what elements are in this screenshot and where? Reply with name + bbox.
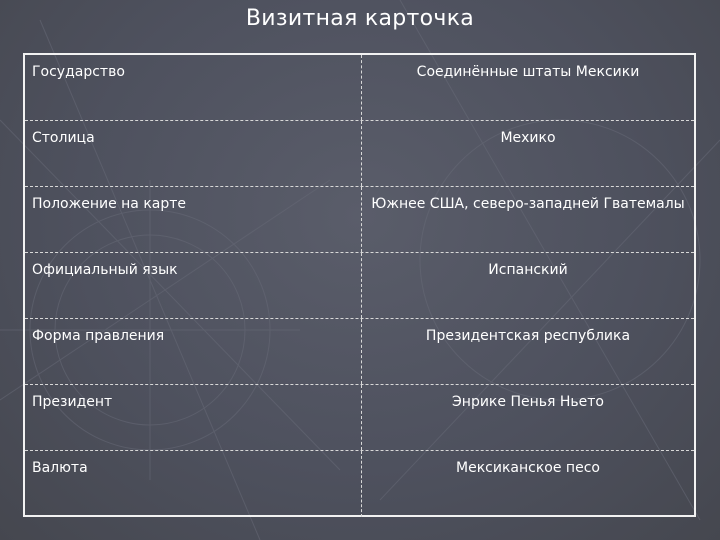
row-value: Мексиканское песо [456, 460, 600, 476]
row-value: Энрике Пенья Ньето [452, 394, 604, 410]
info-table [23, 53, 696, 517]
table-row [25, 121, 694, 187]
row-value: Южнее США, северо-западней Гватемалы [371, 196, 685, 212]
row-label: Официальный язык [25, 253, 362, 318]
table-row [25, 55, 694, 121]
table-row [25, 451, 694, 517]
row-label: Форма правления [25, 319, 362, 384]
slide-title: Визитная карточка [245, 6, 475, 31]
row-label: Положение на карте [25, 187, 362, 252]
table-row [25, 187, 694, 253]
row-value: Соединённые штаты Мексики [416, 64, 640, 80]
row-label: Государство [25, 55, 362, 120]
row-value: Испанский [488, 262, 568, 278]
table-row [25, 319, 694, 385]
row-label: Президент [25, 385, 362, 450]
row-label: Столица [25, 121, 362, 186]
table-row [25, 385, 694, 451]
row-label: Валюта [25, 451, 362, 517]
row-value: Президентская республика [425, 328, 631, 344]
row-value: Мехико [500, 130, 556, 146]
table-row [25, 253, 694, 319]
